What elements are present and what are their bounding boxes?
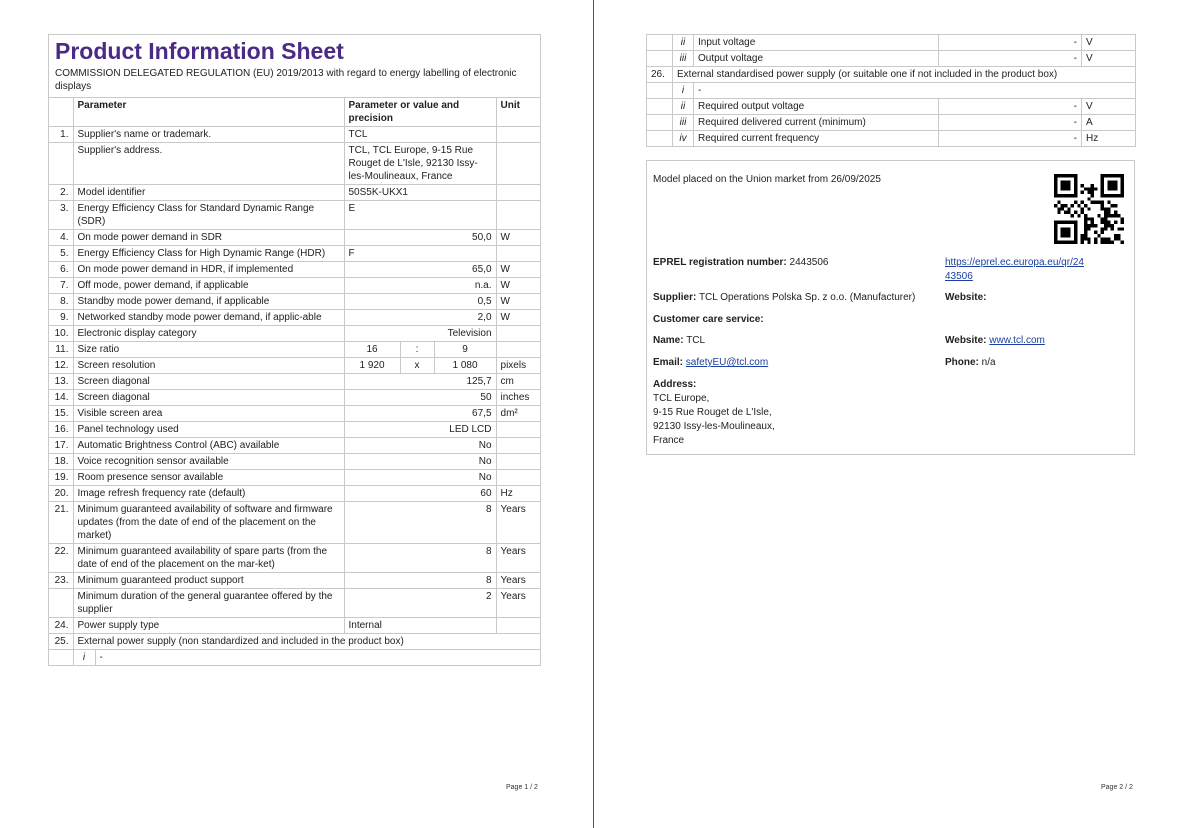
table-row: 17. Automatic Brightness Control (ABC) available No — [49, 438, 540, 454]
table-row: 14. Screen diagonal 50 inches — [49, 390, 540, 406]
eprel-label: EPREL registration number: — [653, 257, 787, 268]
table-row: iii Required delivered current (minimum) - A — [647, 115, 1136, 131]
name-value: TCL — [686, 335, 706, 346]
qr-code-icon[interactable] — [1054, 174, 1124, 244]
phone-label: Phone: — [945, 357, 979, 368]
table-row: i - — [647, 83, 1136, 99]
table-row: 19. Room presence sensor available No — [49, 470, 540, 486]
address-block: TCL Europe, 9-15 Rue Rouget de L'Isle, 92130 Issy-les-Moulineaux, France — [653, 393, 775, 446]
page-1 — [48, 34, 541, 666]
table-row: ii Input voltage - V — [647, 35, 1136, 51]
address-label: Address: — [653, 379, 697, 390]
table-row: ii Required output voltage - V — [647, 99, 1136, 115]
table-row: 21. Minimum guaranteed availability of software and firmware updates (from the date of end of the placement on the market) 8 Years — [49, 502, 540, 544]
email-label: Email: — [653, 357, 684, 368]
power-supply-table — [646, 34, 1136, 147]
table-row: 6. On mode power demand in HDR, if implemented 65,0 W — [49, 262, 540, 278]
table-row: iii Output voltage - V — [647, 51, 1136, 67]
supplier-info-box — [646, 160, 1135, 455]
table-row: 3. Energy Efficiency Class for Standard Dynamic Range (SDR) E — [49, 201, 540, 230]
header-parameter: Parameter — [73, 98, 344, 127]
table-row: Minimum duration of the general guarantee offered by the supplier 2 Years — [49, 589, 540, 618]
table-row: 5. Energy Efficiency Class for High Dynamic Range (HDR) F — [49, 246, 540, 262]
table-header-row — [49, 98, 540, 127]
table-row: 25. External power supply (non standardized and included in the product box) — [49, 634, 540, 650]
table-row: i - — [49, 650, 540, 666]
website-label: Website: — [945, 292, 987, 303]
table-row: 23. Minimum guaranteed product support 8 Years — [49, 573, 540, 589]
page-number: Page 2 / 2 — [1101, 784, 1133, 791]
table-row: 13. Screen diagonal 125,7 cm — [49, 374, 540, 390]
email-link[interactable]: safetyEU@tcl.com — [685, 357, 769, 368]
table-row: 8. Standby mode power demand, if applicable 0,5 W — [49, 294, 540, 310]
page-divider — [593, 0, 594, 828]
table-row: 20. Image refresh frequency rate (default) 60 Hz — [49, 486, 540, 502]
header-unit: Unit — [496, 98, 540, 127]
regulation-subtitle: COMMISSION DELEGATED REGULATION (EU) 2019/2013 with regard to energy labelling of electronic displays — [55, 68, 517, 92]
model-placed-text: Model placed on the Union market from 26/09/2025 — [653, 174, 881, 185]
phone-value: n/a — [981, 357, 996, 368]
website2-label: Website: — [945, 335, 987, 346]
page-title: Product Information Sheet — [55, 38, 344, 64]
table-row: 26. External standardised power supply (or suitable one if not included in the product box) — [647, 67, 1136, 83]
supplier-value: TCL Operations Polska Sp. z o.o. (Manufacturer) — [698, 292, 916, 303]
table-row: 7. Off mode, power demand, if applicable n.a. W — [49, 278, 540, 294]
table-row: 11. Size ratio 16 : 9 — [49, 342, 540, 358]
product-info-table — [49, 97, 540, 665]
table-row: 9. Networked standby mode power demand, if applic-able 2,0 W — [49, 310, 540, 326]
customer-care-label: Customer care service: — [653, 314, 764, 325]
table-row: 22. Minimum guaranteed availability of spare parts (from the date of end of the placement on the mar-ket) 8 Years — [49, 544, 540, 573]
table-row: 15. Visible screen area 67,5 dm² — [49, 406, 540, 422]
table-row: 10. Electronic display category Television — [49, 326, 540, 342]
header-value: Parameter or value and precision — [344, 98, 496, 127]
table-row: 4. On mode power demand in SDR 50,0 W — [49, 230, 540, 246]
table-row: 12. Screen resolution 1 920 x 1 080 pixels — [49, 358, 540, 374]
table-row: 2. Model identifier 50S5K-UKX1 — [49, 185, 540, 201]
table-row: 24. Power supply type Internal — [49, 618, 540, 634]
eprel-number: 2443506 — [789, 257, 829, 268]
page-number: Page 1 / 2 — [506, 784, 538, 791]
name-label: Name: — [653, 335, 684, 346]
table-row: 16. Panel technology used LED LCD — [49, 422, 540, 438]
table-row: Supplier's address. TCL, TCL Europe, 9-15 Rue Rouget de L'Isle, 92130 Issy-les-Moulineaux, France — [49, 143, 540, 185]
eprel-link[interactable]: https://eprel.ec.europa.eu/qr/24 43506 — [945, 257, 1084, 282]
supplier-label: Supplier: — [653, 292, 697, 303]
table-row: 1. Supplier's name or trademark. TCL — [49, 127, 540, 143]
table-row: 18. Voice recognition sensor available No — [49, 454, 540, 470]
table-row: iv Required current frequency - Hz — [647, 131, 1136, 147]
website-link[interactable]: www.tcl.com — [989, 335, 1045, 346]
